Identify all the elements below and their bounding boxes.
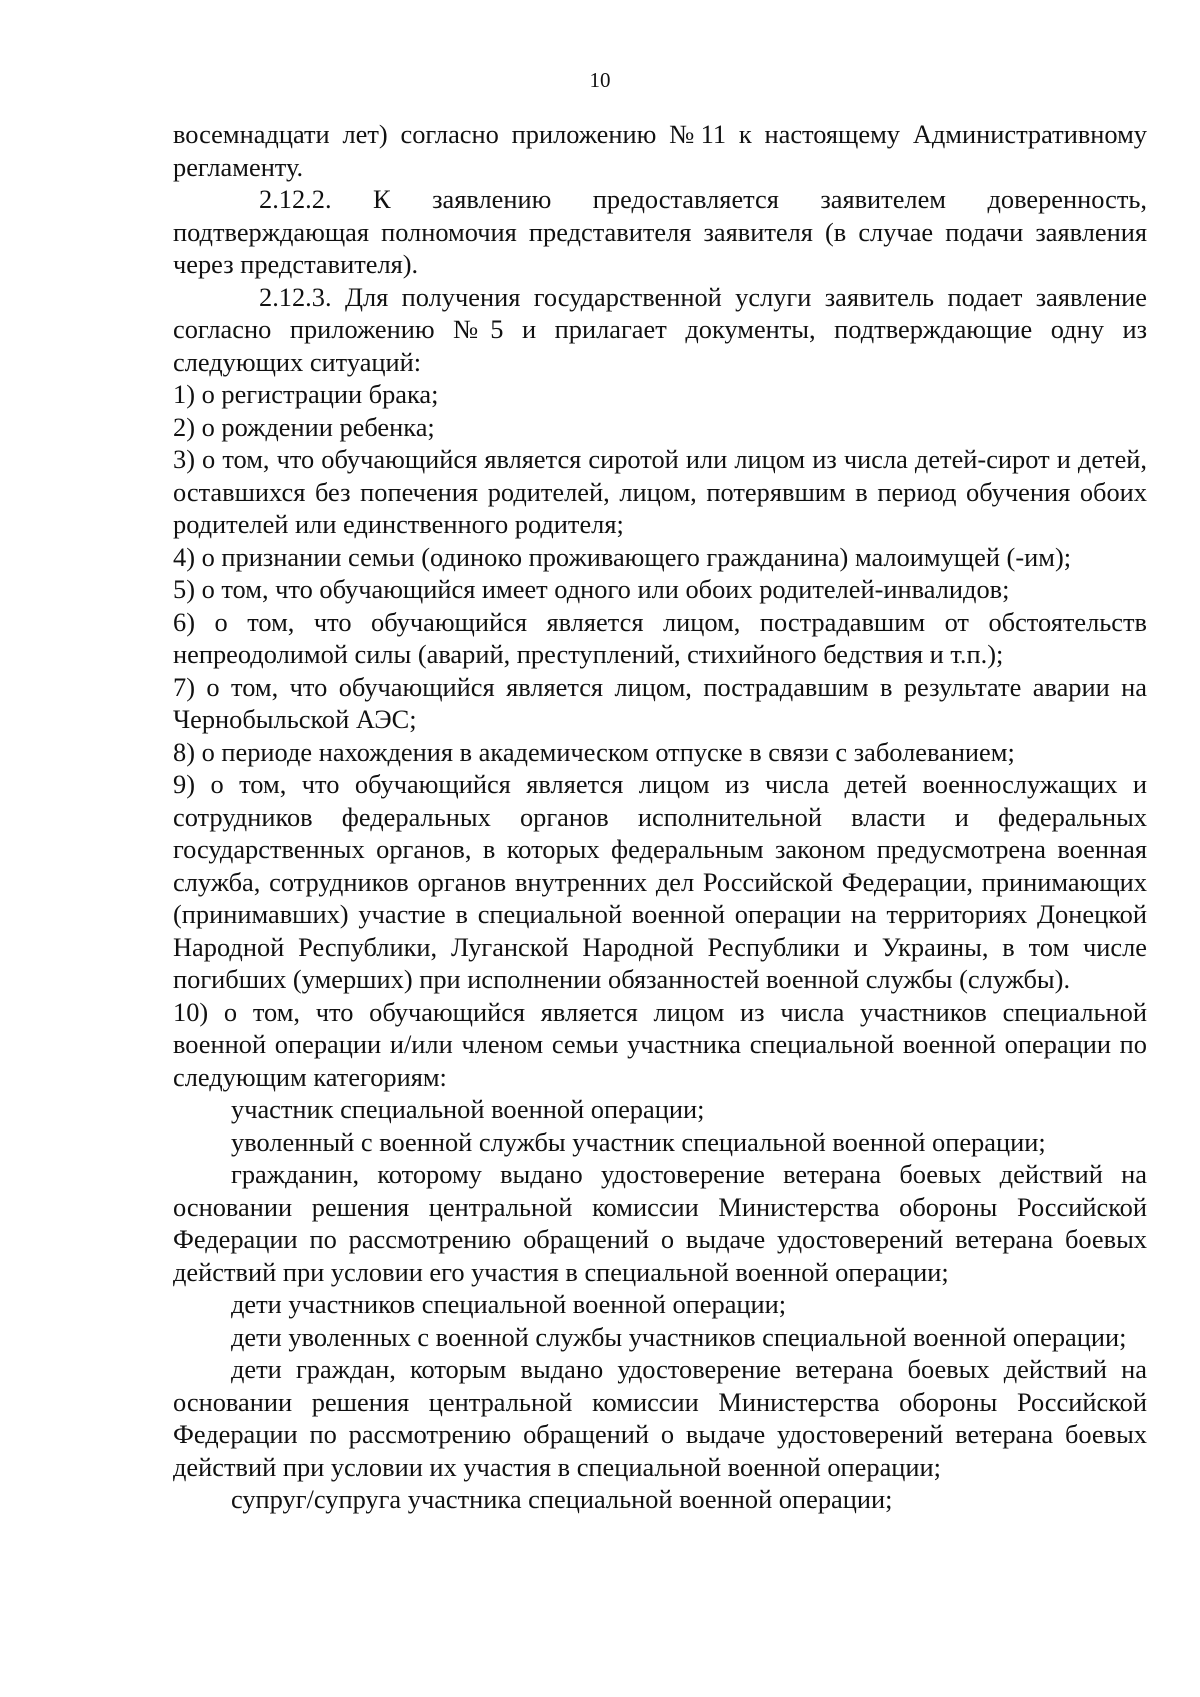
paragraph: 8) о периоде нахождения в академическом отпуске в связи с заболеванием; [173,736,1015,767]
paragraph: 6) о том, что обучающийся является лицом, пострадавшим от обстоятельств непреодолимой силы (аварий, преступлений, стихийного бедствия и т.п.); [173,606,1147,669]
paragraph: 2.12.2. К заявлению предоставляется заявителем доверенность, подтверждающая полномочия представителя заявителя (в случае подачи заявления через представителя). [173,184,1147,279]
paragraph: 2.12.3. Для получения государственной услуги заявитель подает заявление согласно приложению №5 и прилагает документы, подтверждающие одну из следующих ситуаций: [173,281,1147,377]
paragraph: дети граждан, которым выдано удостоверение ветерана боевых действий на основании решения центральной комиссии Министерства обороны Российской Федерации по рассмотрению обращений о выдаче удостоверений ветерана боевых действий при условии их участия в специальной военной операции; [173,1354,1147,1482]
paragraph: 3) о том, что обучающийся является сиротой или лицом из числа детей-сирот и детей, оставшихся без попечения родителей, лицом, потерявшим в период обучения обоих родителей или единственного родителя; [173,444,1147,539]
paragraph: гражданин, которому выдано удостоверение ветерана боевых действий на основании решения центральной комиссии Министерства обороны Российской Федерации по рассмотрению обращений о выдаче удостоверений ветерана боевых действий при условии его участия в специальной военной операции; [173,1159,1147,1287]
paragraph: 10) о том, что обучающийся является лицом из числа участников специальной военной операции и/или членом семьи участника специальной военной операции по следующим категориям: [173,996,1147,1092]
paragraph: участник специальной военной операции; [231,1094,705,1124]
paragraph: уволенный с военной службы участник специальной военной операции; [231,1126,1046,1157]
paragraph: 1) о регистрации брака; [173,379,439,409]
document-body [173,118,1147,1516]
paragraph: восемнадцати лет) согласно приложению №11 к настоящему Административному регламенту. [173,119,1147,182]
page-number: 10 [589,68,611,92]
paragraph: дети уволенных с военной службы участников специальной военной операции; [231,1321,1127,1352]
paragraph: 5) о том, что обучающийся имеет одного или обоих родителей-инвалидов; [173,574,1010,604]
paragraph: дети участников специальной военной операции; [231,1289,787,1319]
paragraph: супруг/супруга участника специальной военной операции; [231,1484,893,1514]
paragraph: 9) о том, что обучающийся является лицом из числа детей военнослужащих и сотрудников федеральных органов исполнительной власти и федеральных государственных органов, в которых федеральным законом предусмотрена военная служба, сотрудников органов внутренних дел Российской Федерации, принимающих (принимавших) участие в специальной военной операции на территориях Донецкой Народной Республики, Луганской Народной Республики и Украины, в том числе погибших (умерших) при исполнении обязанностей военной службы (службы). [173,769,1147,994]
paragraph: 2) о рождении ребенка; [173,411,435,442]
paragraph: 4) о признании семьи (одиноко проживающего гражданина) малоимущей (-им); [173,541,1072,572]
paragraph: 7) о том, что обучающийся является лицом, пострадавшим в результате аварии на Чернобыльской АЭС; [173,671,1147,734]
